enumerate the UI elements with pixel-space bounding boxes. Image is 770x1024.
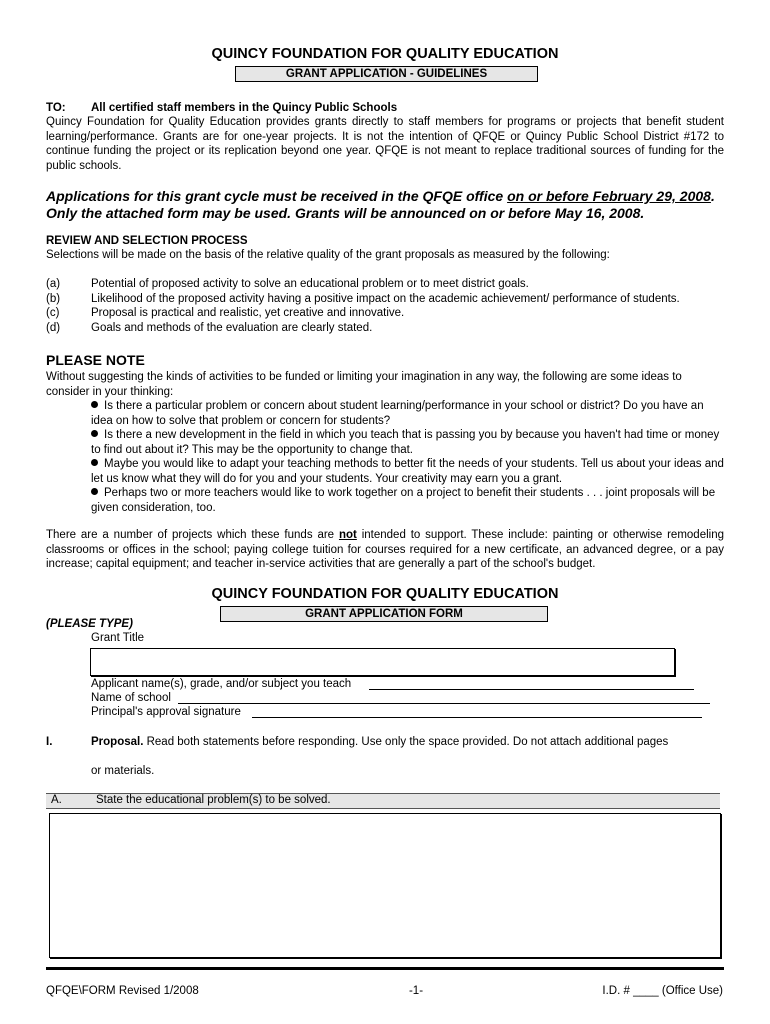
form-title: QUINCY FOUNDATION FOR QUALITY EDUCATION <box>211 586 559 602</box>
school-label: Name of school <box>91 692 171 704</box>
form-header: GRANT APPLICATION FORM <box>220 606 548 622</box>
bullet-icon <box>91 488 98 495</box>
list-item: (b) Likelihood of the proposed activity having a positive impact on the academic achievement/ performance of students. <box>46 292 680 305</box>
footer-rule <box>46 967 724 970</box>
list-item: (a) Potential of proposed activity to solve an educational problem or to meet district goals. <box>46 278 529 290</box>
section-number: I. <box>46 736 53 748</box>
footer-left: QFQE\FORM Revised 1/2008 <box>46 985 199 997</box>
to-text: All certified staff members in the Quincy Public Schools <box>91 102 398 114</box>
principal-label: Principal's approval signature <box>91 706 241 718</box>
applicant-label: Applicant name(s), grade, and/or subject you teach <box>91 678 352 690</box>
page-title: QUINCY FOUNDATION FOR QUALITY EDUCATION <box>211 46 559 62</box>
section-a-text: State the educational problem(s) to be solved. <box>96 794 331 806</box>
list-item: Is there a particular problem or concern about student learning/performance in your school or district? Do you have an idea on how to solve that problem or concern for students? <box>91 400 704 427</box>
list-item: Is there a new development in the field in which you teach that is passing you by because you haven't had time or money to find out about it? This may be the opportunity to change that. <box>91 429 720 456</box>
applicant-field[interactable] <box>369 689 694 690</box>
grant-title-input[interactable] <box>90 648 675 676</box>
please-type-note: (PLEASE TYPE) <box>46 618 133 630</box>
to-label: TO: <box>46 102 66 114</box>
school-field[interactable] <box>178 703 710 704</box>
note-intro: Without suggesting the kinds of activities to be funded or limiting your imagination in any way, the following are some ideas to consider in your thinking: <box>46 371 682 398</box>
review-intro: Selections will be made on the basis of the relative quality of the grant proposals as measured by the following: <box>46 249 610 261</box>
list-item: Perhaps two or more teachers would like to work together on a project to benefit their students . . . joint proposals will be given consideration, too. <box>91 487 716 514</box>
section-a-response-box[interactable] <box>49 813 721 958</box>
list-item: Maybe you would like to adapt your teaching methods to better fit the needs of your students. Tell us about your ideas and let us know what they will do for you and your students. Your creativity may earn you a grant. <box>91 458 724 485</box>
criteria-list <box>46 277 680 335</box>
guidelines-header: GRANT APPLICATION - GUIDELINES <box>235 66 538 82</box>
deadline-notice <box>46 188 736 222</box>
deadline-text-a: Applications for this grant cycle must be received in the QFQE office <box>46 188 508 204</box>
bullet-icon <box>91 430 98 437</box>
deadline-text-b: . Only the attached form may be used. Grants will be announced on or before May 16, 2008. <box>46 188 715 221</box>
intro-paragraph: Quincy Foundation for Quality Education provides grants directly to staff members for programs or projects that benefit student learning/performance. Grants are for one-year projects. It is not the intention of QFQE or Quincy Public School District #172 to continue funding the project or its replication beyond one year. QFQE is not meant to replace traditional sources of funding for the public schools. <box>46 116 724 172</box>
page-number: -1- <box>408 985 424 997</box>
footer-right: I.D. # ____ (Office Use) <box>602 985 723 997</box>
principal-signature-field[interactable] <box>252 717 702 718</box>
review-heading: REVIEW AND SELECTION PROCESS <box>46 235 248 247</box>
not-funded-paragraph: There are a number of projects which these funds are not intended to support. These include: painting or otherwise remodeling classrooms or offices in the school; paying college tuition for courses required for a new certificate, an advanced degree, or a pay increase; capital equipment; and teacher in-service activities that are generally a part of the school's budget. <box>46 529 724 570</box>
bullet-icon <box>91 401 98 408</box>
grant-title-label: Grant Title <box>91 632 145 644</box>
proposal-instructions: Proposal. Read both statements before responding. Use only the space provided. Do not attach additional pages <box>91 736 669 748</box>
list-item: (d) Goals and methods of the evaluation are clearly stated. <box>46 321 373 334</box>
deadline-date: on or before February 29, 2008 <box>507 188 711 204</box>
section-a-label: A. <box>51 794 62 806</box>
list-item: (c) Proposal is practical and realistic, yet creative and innovative. <box>46 307 405 319</box>
proposal-instructions-cont: or materials. <box>91 765 155 777</box>
ideas-list <box>91 399 725 515</box>
bullet-icon <box>91 459 98 466</box>
please-note-heading: PLEASE NOTE <box>46 352 145 368</box>
